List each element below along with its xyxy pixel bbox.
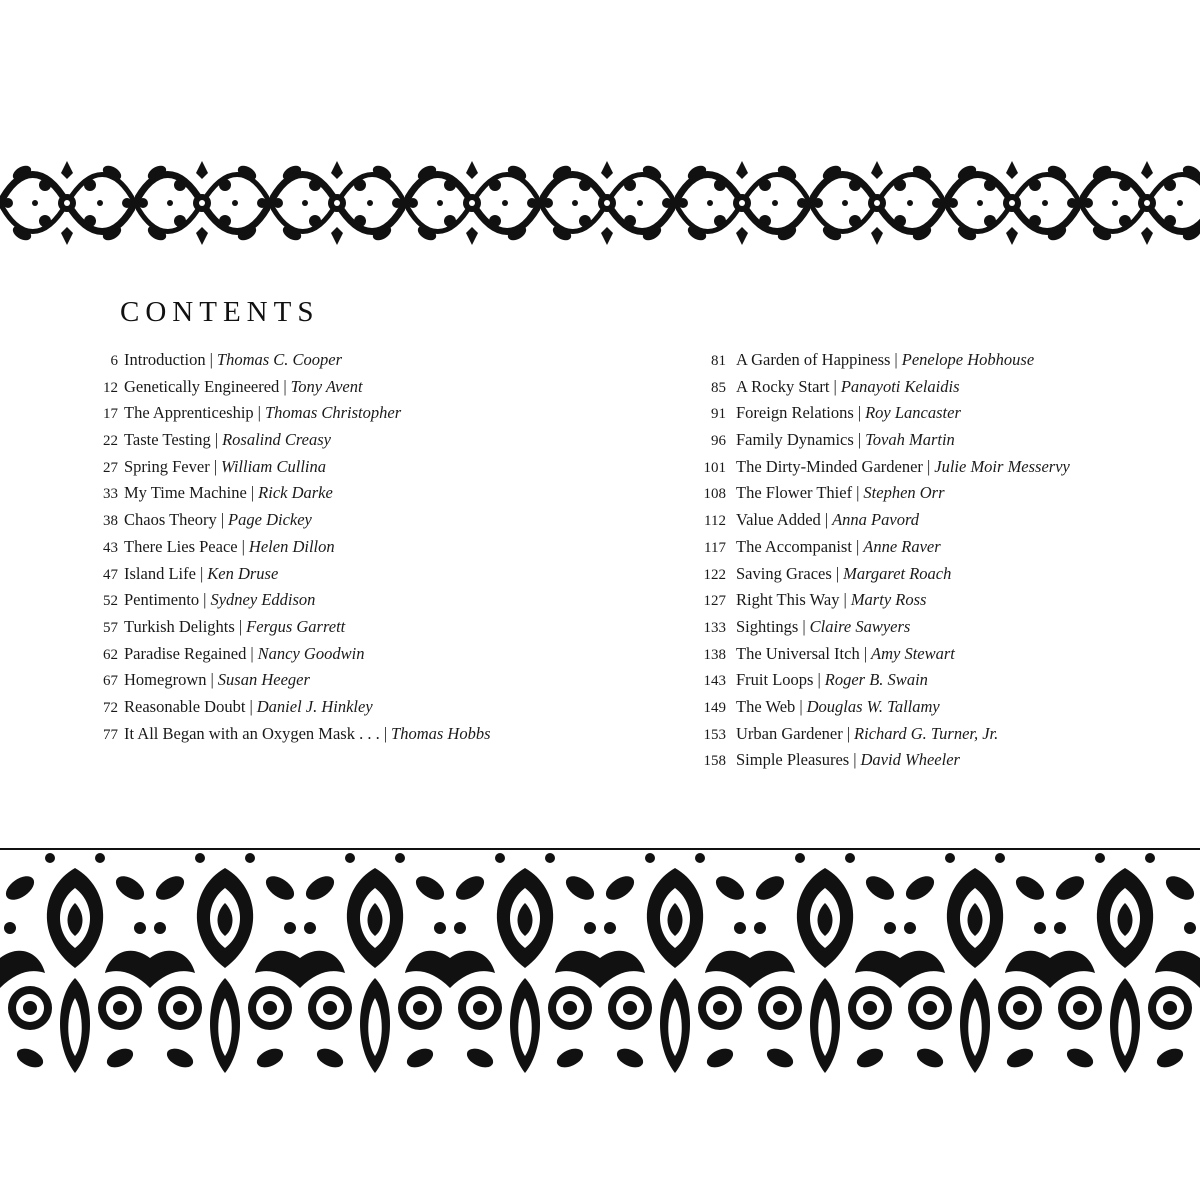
toc-chapter-title: Urban Gardener bbox=[736, 723, 843, 743]
toc-chapter-title: Family Dynamics bbox=[736, 430, 854, 450]
toc-author: Page Dickey bbox=[228, 510, 312, 530]
toc-page-number: 143 bbox=[703, 673, 726, 690]
toc-author: Fergus Garrett bbox=[246, 616, 346, 636]
toc-entry-text bbox=[736, 723, 1142, 745]
toc-author: Helen Dillon bbox=[248, 536, 335, 556]
toc-chapter-title: Turkish Delights bbox=[124, 616, 235, 636]
toc-page-number: 127 bbox=[703, 593, 726, 610]
toc-chapter-title: The Accompanist bbox=[736, 536, 852, 556]
toc-separator: | bbox=[209, 350, 213, 369]
toc-entry bbox=[82, 563, 502, 590]
toc-separator: | bbox=[210, 670, 214, 690]
toc-entry bbox=[682, 669, 1142, 696]
toc-entry-text bbox=[124, 402, 502, 424]
bottom-floral-pattern bbox=[0, 848, 1200, 1080]
toc-chapter-title: Right This Way bbox=[736, 590, 840, 610]
toc-separator: | bbox=[857, 430, 862, 450]
toc-author: Roger B. Swain bbox=[824, 670, 928, 690]
toc-chapter-title: The Apprenticeship bbox=[124, 403, 254, 423]
toc-author: Sydney Eddison bbox=[210, 590, 316, 610]
page-title: CONTENTS bbox=[120, 296, 320, 328]
toc-entry-text bbox=[124, 456, 502, 478]
toc-separator: | bbox=[199, 563, 204, 583]
toc-separator: | bbox=[250, 643, 254, 663]
toc-chapter-title: My Time Machine bbox=[124, 483, 247, 503]
toc-entry-text bbox=[736, 402, 1142, 424]
toc-entry bbox=[682, 349, 1142, 376]
toc-entry bbox=[682, 723, 1142, 750]
toc-chapter-title: Reasonable Doubt bbox=[124, 696, 246, 716]
toc-author: Daniel J. Hinkley bbox=[256, 696, 373, 716]
toc-author: Margaret Roach bbox=[843, 563, 952, 583]
toc-author: Penelope Hobhouse bbox=[901, 350, 1035, 369]
toc-entry-text bbox=[736, 349, 1142, 371]
toc-separator: | bbox=[383, 723, 388, 743]
toc-page-number: 77 bbox=[103, 726, 118, 743]
toc-entry-text bbox=[124, 429, 502, 451]
toc-chapter-title: Value Added bbox=[736, 510, 821, 530]
toc-entry bbox=[82, 349, 502, 376]
toc-author: Richard G. Turner, Jr. bbox=[854, 723, 999, 743]
toc-entry-text bbox=[124, 536, 502, 558]
toc-entry bbox=[682, 536, 1142, 563]
toc-entry bbox=[682, 456, 1142, 483]
toc-page-number: 153 bbox=[703, 726, 726, 743]
toc-page-number: 149 bbox=[703, 699, 726, 716]
toc-separator: | bbox=[250, 483, 255, 503]
toc-chapter-title: Fruit Loops bbox=[736, 670, 814, 690]
toc-separator: | bbox=[257, 403, 261, 423]
toc-page-number: 85 bbox=[711, 379, 726, 396]
top-floral-border bbox=[0, 155, 1200, 251]
toc-separator: | bbox=[833, 376, 837, 396]
toc-entry-text bbox=[736, 509, 1142, 531]
toc-page-number: 72 bbox=[103, 699, 118, 716]
toc-entry-text bbox=[736, 429, 1142, 451]
toc-chapter-title: There Lies Peace bbox=[124, 536, 238, 556]
toc-chapter-title: Island Life bbox=[124, 563, 196, 583]
toc-separator: | bbox=[214, 430, 219, 450]
toc-separator: | bbox=[213, 456, 218, 476]
toc-entry bbox=[82, 643, 502, 670]
toc-author: Thomas C. Cooper bbox=[216, 350, 343, 369]
toc-author: William Cullina bbox=[221, 456, 326, 476]
toc-entry-text bbox=[736, 749, 1142, 771]
toc-page-number: 47 bbox=[103, 566, 118, 583]
toc-entry bbox=[682, 482, 1142, 509]
toc-entry-text bbox=[124, 482, 502, 504]
toc-entry-text bbox=[124, 643, 502, 665]
toc-entry-text bbox=[736, 669, 1142, 691]
toc-entry-text bbox=[124, 616, 502, 638]
toc-author: Panayoti Kelaidis bbox=[840, 376, 960, 396]
toc-page-number: 12 bbox=[103, 379, 118, 396]
toc-entry bbox=[682, 509, 1142, 536]
toc-entry-text bbox=[124, 589, 502, 611]
toc-author: Ken Druse bbox=[207, 563, 279, 583]
toc-chapter-title: It All Began with an Oxygen Mask . . . bbox=[124, 723, 380, 743]
toc-entry-text bbox=[124, 349, 502, 371]
toc-separator: | bbox=[249, 696, 253, 716]
toc-author: Rosalind Creasy bbox=[222, 430, 331, 450]
toc-entry bbox=[82, 402, 502, 429]
toc-chapter-title: Pentimento bbox=[124, 590, 200, 610]
toc-page-number: 33 bbox=[103, 486, 118, 503]
toc-author: Nancy Goodwin bbox=[257, 643, 365, 663]
toc-entry bbox=[82, 589, 502, 616]
toc-entry-text bbox=[736, 589, 1142, 611]
toc-author: Marty Ross bbox=[850, 590, 927, 610]
toc-separator: | bbox=[835, 563, 840, 583]
toc-author: Anna Pavord bbox=[832, 510, 920, 530]
toc-page-number: 27 bbox=[103, 459, 118, 476]
toc-entry-text bbox=[124, 563, 502, 585]
toc-separator: | bbox=[855, 536, 860, 556]
toc-chapter-title: Foreign Relations bbox=[736, 403, 854, 423]
toc-chapter-title: The Dirty-Minded Gardener bbox=[736, 456, 923, 476]
toc-separator: | bbox=[894, 350, 898, 369]
toc-entry bbox=[82, 536, 502, 563]
toc-author: Roy Lancaster bbox=[865, 403, 961, 423]
toc-entry bbox=[82, 616, 502, 643]
toc-entry-text bbox=[736, 696, 1142, 718]
toc-chapter-title: Spring Fever bbox=[124, 456, 210, 476]
toc-entry bbox=[682, 643, 1142, 670]
toc-separator: | bbox=[863, 643, 868, 663]
toc-author: Thomas Hobbs bbox=[391, 723, 491, 743]
toc-author: David Wheeler bbox=[860, 750, 960, 770]
toc-author: Anne Raver bbox=[863, 536, 941, 556]
floral-damask-pattern-icon bbox=[0, 848, 1200, 1080]
toc-page-number: 38 bbox=[103, 513, 118, 530]
toc-page-number: 22 bbox=[103, 433, 118, 450]
toc-entry-text bbox=[736, 563, 1142, 585]
toc-entry bbox=[82, 696, 502, 723]
toc-entry bbox=[82, 456, 502, 483]
toc-page-number: 62 bbox=[103, 646, 118, 663]
toc-separator: | bbox=[856, 483, 860, 503]
toc-page-number: 67 bbox=[103, 673, 118, 690]
toc-entry bbox=[82, 376, 502, 403]
toc-page-number: 96 bbox=[711, 433, 726, 450]
toc-separator: | bbox=[853, 750, 857, 770]
toc-separator: | bbox=[799, 696, 803, 716]
toc-separator: | bbox=[843, 590, 847, 610]
toc-page-number: 108 bbox=[703, 486, 726, 503]
toc-page-number: 117 bbox=[704, 539, 726, 556]
toc-chapter-title: Genetically Engineered bbox=[124, 376, 280, 396]
toc-page-number: 43 bbox=[103, 539, 118, 556]
toc-separator: | bbox=[926, 456, 931, 476]
toc-entry bbox=[682, 402, 1142, 429]
toc-chapter-title: Taste Testing bbox=[124, 430, 211, 450]
toc-entry-text bbox=[736, 482, 1142, 504]
toc-entry bbox=[682, 616, 1142, 643]
toc-page-number: 112 bbox=[704, 513, 726, 530]
toc-separator: | bbox=[238, 616, 243, 636]
toc-entry-text bbox=[124, 509, 502, 531]
toc-chapter-title: Saving Graces bbox=[736, 563, 832, 583]
toc-entry bbox=[82, 509, 502, 536]
toc-author: Claire Sawyers bbox=[809, 616, 911, 636]
toc-entry bbox=[682, 696, 1142, 723]
toc-page-number: 6 bbox=[110, 353, 118, 369]
toc-author: Stephen Orr bbox=[863, 483, 945, 503]
toc-page-number: 133 bbox=[703, 619, 726, 636]
toc-entry bbox=[82, 429, 502, 456]
toc-entry bbox=[682, 376, 1142, 403]
toc-right-column bbox=[682, 349, 1142, 776]
toc-page-number: 57 bbox=[103, 619, 118, 636]
toc-page-number: 138 bbox=[703, 646, 726, 663]
toc-author: Thomas Christopher bbox=[264, 403, 402, 423]
toc-separator: | bbox=[857, 403, 862, 423]
toc-author: Tony Avent bbox=[290, 376, 363, 396]
toc-entry-text bbox=[736, 536, 1142, 558]
toc-entry bbox=[682, 589, 1142, 616]
toc-entry-text bbox=[736, 616, 1142, 638]
toc-separator: | bbox=[817, 670, 821, 690]
toc-separator: | bbox=[283, 376, 287, 396]
toc-chapter-title: Homegrown bbox=[124, 670, 207, 690]
toc-separator: | bbox=[824, 510, 829, 530]
toc-chapter-title: Chaos Theory bbox=[124, 510, 217, 530]
toc-separator: | bbox=[241, 536, 245, 556]
toc-separator: | bbox=[846, 723, 851, 743]
toc-entry bbox=[682, 429, 1142, 456]
toc-entry-text bbox=[124, 723, 502, 745]
floral-vine-border-icon bbox=[0, 155, 1200, 251]
toc-entry bbox=[82, 669, 502, 696]
toc-author: Susan Heeger bbox=[217, 670, 310, 690]
toc-entry bbox=[82, 482, 502, 509]
toc-author: Tovah Martin bbox=[865, 430, 955, 450]
toc-chapter-title: Introduction bbox=[124, 350, 206, 369]
toc-entry-text bbox=[736, 376, 1142, 398]
toc-chapter-title: Paradise Regained bbox=[124, 643, 247, 663]
toc-separator: | bbox=[203, 590, 207, 610]
toc-chapter-title: The Universal Itch bbox=[736, 643, 860, 663]
toc-chapter-title: Sightings bbox=[736, 616, 799, 636]
toc-entry-text bbox=[124, 696, 502, 718]
toc-author: Rick Darke bbox=[258, 483, 333, 503]
toc-page-number: 81 bbox=[711, 353, 726, 369]
toc-entry-text bbox=[124, 669, 502, 691]
toc-entry bbox=[682, 563, 1142, 590]
toc-chapter-title: A Garden of Happiness bbox=[736, 350, 891, 369]
toc-separator: | bbox=[220, 510, 225, 530]
toc-page-number: 101 bbox=[703, 459, 726, 476]
toc-page-number: 158 bbox=[703, 753, 726, 770]
toc-page-number: 17 bbox=[103, 406, 118, 423]
toc-author: Douglas W. Tallamy bbox=[806, 696, 940, 716]
toc-separator: | bbox=[802, 616, 806, 636]
toc-left-column bbox=[82, 349, 502, 749]
toc-chapter-title: A Rocky Start bbox=[736, 376, 830, 396]
toc-page-number: 122 bbox=[703, 566, 726, 583]
toc-chapter-title: Simple Pleasures bbox=[736, 750, 850, 770]
toc-entry-text bbox=[736, 456, 1142, 478]
toc-entry-text bbox=[736, 643, 1142, 665]
toc-page-number: 91 bbox=[711, 406, 726, 423]
toc-author: Julie Moir Messervy bbox=[934, 456, 1070, 476]
toc-chapter-title: The Flower Thief bbox=[736, 483, 853, 503]
toc-entry-text bbox=[124, 376, 502, 398]
toc-entry bbox=[682, 749, 1142, 776]
toc-entry bbox=[82, 723, 502, 750]
toc-author: Amy Stewart bbox=[871, 643, 955, 663]
toc-chapter-title: The Web bbox=[736, 696, 796, 716]
toc-page-number: 52 bbox=[103, 593, 118, 610]
